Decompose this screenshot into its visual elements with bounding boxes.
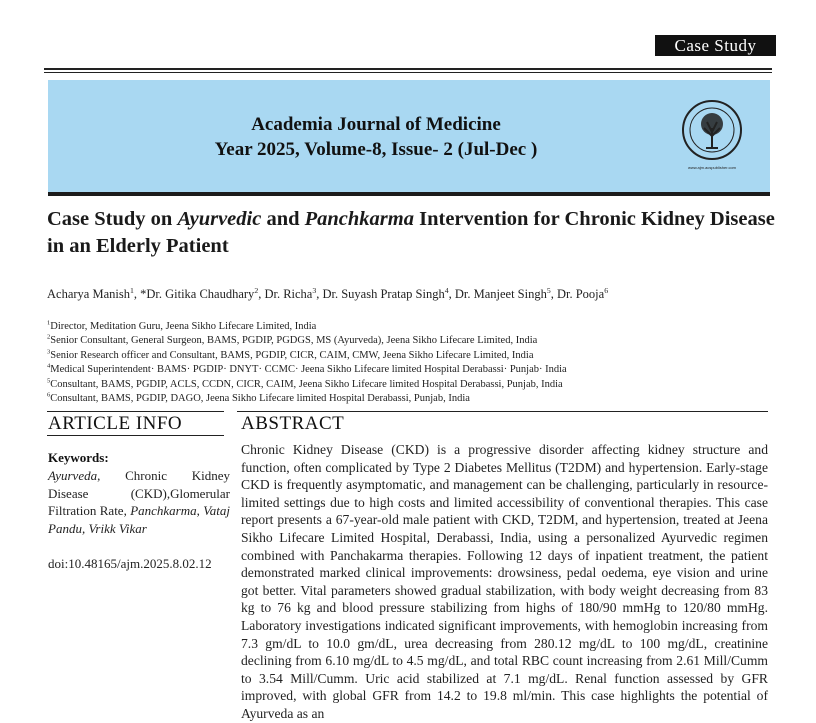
journal-name: Academia Journal of Medicine	[251, 114, 501, 135]
affiliation-line: $^2$Senior Consultant, General Surgeon, BAMS, PGDIP, PGDGS, MS (Ayurveda), Jeena Sikho Lifecare Limited, India	[47, 333, 538, 347]
author-name: Dr. Pooja	[556, 287, 605, 301]
author-name: *Dr. Gitika Chaudhary	[140, 287, 255, 301]
affiliation-line: $^4$Medical Superintendent· BAMS· PGDIP· DNYT· CCMC· Jeena Sikho Lifecare limited Hospital Derabassi· Punjab· India	[47, 362, 567, 376]
case-study-badge: Case Study	[655, 35, 776, 56]
keyword-fragment: Ayurveda	[48, 468, 98, 483]
article-info-heading: ARTICLE INFO	[48, 413, 183, 434]
keyword-fragment: Vataj Pandu, Vrikk Vikar	[48, 503, 230, 536]
keywords-label: Keywords:	[48, 450, 109, 465]
affiliations	[47, 320, 787, 406]
author-name: Dr. Suyash Pratap Singh	[322, 287, 445, 301]
author-affiliation-marker: 2	[254, 285, 259, 295]
affiliation-line: $^3$Senior Research officer and Consultant, BAMS, PGDIP, CICR, CAIM, CMW, Jeena Sikho Lifecare Limited, India	[47, 348, 534, 361]
author-name: Dr. Manjeet Singh	[454, 287, 547, 301]
author-affiliation-marker: 4	[444, 285, 449, 295]
publisher-logo-icon	[680, 98, 744, 168]
article-info-underline	[47, 435, 224, 436]
keyword-fragment: , Chronic Kidney Disease (CKD),Glomerular Filtration Rate,	[48, 468, 230, 519]
author-affiliation-marker: 6	[604, 285, 609, 295]
abstract-top-rule	[237, 411, 768, 412]
article-title: Case Study on Ayurvedic and Panchkarma Intervention for Chronic Kidney Disease in an Elderly Patient	[47, 208, 775, 257]
keyword-fragment: ,	[196, 503, 204, 519]
abstract-text: Chronic Kidney Disease (CKD) is a progressive disorder affecting kidney structure and function, often complicated by Type 2 Diabetes Mellitus (T2DM) and hypertension. Early-stage CKD is frequently asymptomatic, and management can be challenging, particularly in resource-limited settings due to high costs and limited accessibility of conventional therapies. This case report presents a 67-year-old male patient with CKD, T2DM, and hypertension, treated at Jeena Sikho Lifecare Limited Hospital, Derabassi, India, using a personalized Ayurvedic regimen combined with Panchakarma therapies. Following 12 days of inpatient treatment, the patient demonstrated marked clinical improvements: drowsiness, pedal oedema, eye vision and urine got better. Vital parameters showed gradual stabilization, with body weight decreasing from 83 kg to 76 kg and blood pressure stabilizing from highs of 180/90 mmHg to 120/80 mmHg. Laboratory investigations indicated significant improvements, with hemoglobin increasing from 7.3 gm/dL to 10.0 gm/dL, urea decreasing from 280.12 mg/dL to 100 mg/dL, creatinine declining from 6.10 mg/dL to 4.5 mg/dL, and total RBC count increasing from 2.61 Mill/Cumm to 3.54 Mill/Cumm. Uric acid stabilized at 7.1 mg/dL. Renal function assessed by GFR improved, with global GFR from 14.2 to 19.8 ml/min. This case highlights the potential of Ayurveda as an	[241, 442, 768, 721]
abstract-heading: ABSTRACT	[241, 413, 345, 434]
author-name: Acharya Manish	[47, 287, 130, 301]
journal-issue: Year 2025, Volume-8, Issue- 2 (Jul-Dec )	[214, 139, 538, 160]
article-info-top-rule	[47, 411, 224, 412]
affiliation-line: $^5$Consultant, BAMS, PGDIP, ACLS, CCDN, CICR, CAIM, Jeena Sikho Lifecare limited Hospital Derabassi, Punjab, India	[47, 377, 563, 390]
header-rule	[44, 68, 772, 70]
logo-url: www.ajm.acspublisher.com	[687, 165, 737, 170]
header-rule-thin	[44, 72, 772, 73]
affiliation-line: $^1$Director, Meditation Guru, Jeena Sikho Lifecare Limited, India	[47, 319, 317, 332]
author-affiliation-marker: 5	[546, 285, 551, 295]
author-list: Acharya Manish$^1$, *Dr. Gitika Chaudhary$^2$, Dr. Richa$^3$, Dr. Suyash Pratap Singh$^4$, Dr. Manjeet Singh$^5$, Dr. Pooja$^6$	[47, 285, 609, 301]
author-affiliation-marker: 1	[129, 285, 134, 295]
affiliation-line: $^6$Consultant, BAMS, PGDIP, DAGO, Jeena Sikho Lifecare limited Hospital Derabassi, Punjab, India	[47, 391, 470, 405]
doi: doi:10.48165/ajm.2025.8.02.12	[48, 556, 212, 571]
keywords-text	[48, 467, 230, 537]
banner-bottom-rule	[48, 192, 770, 196]
keyword-fragment: Panchkarma	[130, 503, 197, 519]
author-name: Dr. Richa	[264, 287, 313, 301]
journal-banner	[48, 80, 770, 192]
author-affiliation-marker: 3	[312, 285, 317, 295]
